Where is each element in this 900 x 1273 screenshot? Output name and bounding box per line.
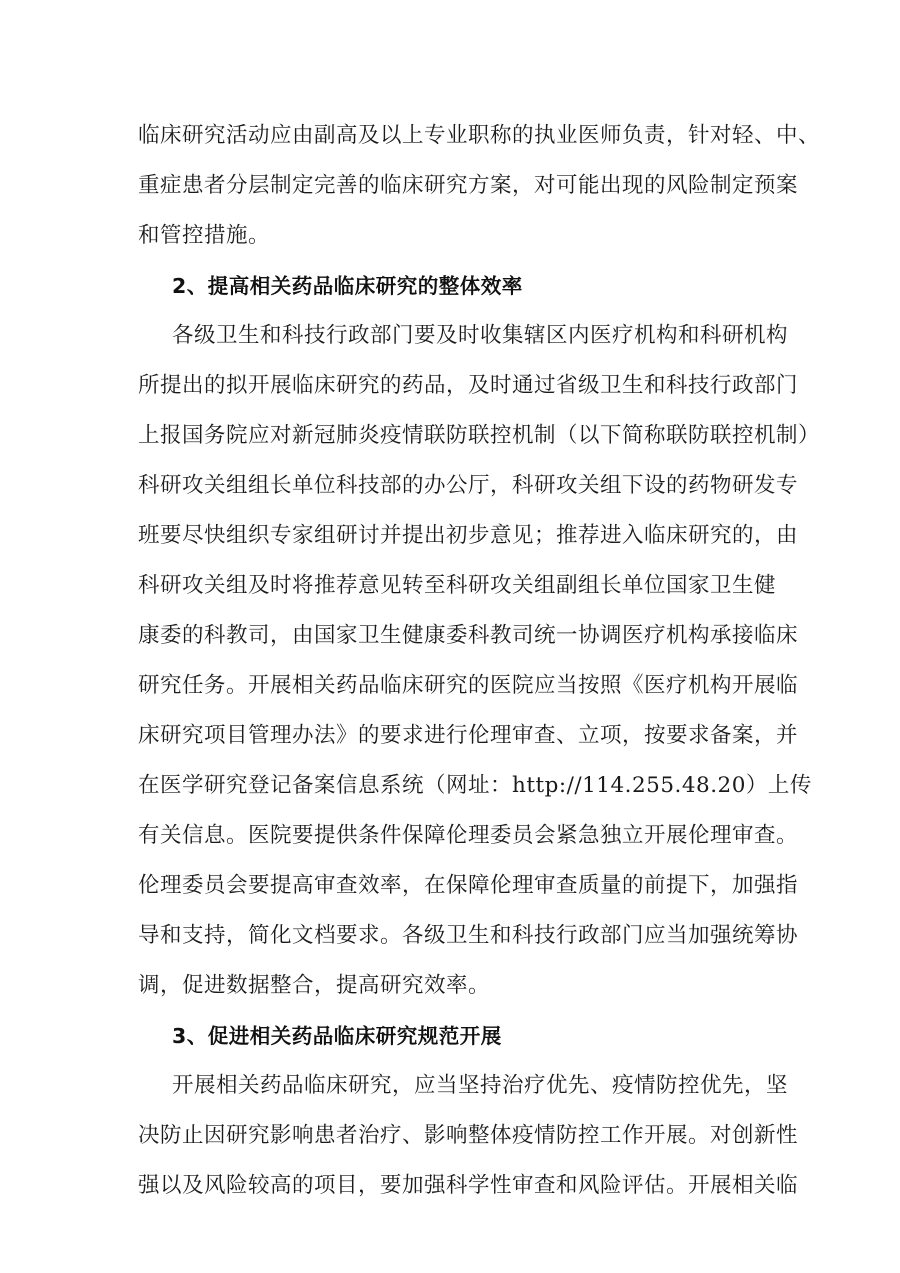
section-3-line-3: 强以及风险较高的项目，要加强科学性审查和风险评估。开展相关临 xyxy=(138,1173,799,1198)
section-2-line-14: 调，促进数据整合，提高研究效率。 xyxy=(138,973,491,998)
section-2-line-4: 科研攻关组组长单位科技部的办公厅，科研攻关组下设的药物研发专 xyxy=(138,473,799,498)
section-2-line-13: 导和支持，简化文档要求。各级卫生和科技行政部门应当加强统筹协 xyxy=(138,923,799,948)
section-3-line-1: 开展相关药品临床研究，应当坚持治疗优先、疫情防控优先，坚 xyxy=(172,1073,789,1098)
section-2-line-1: 各级卫生和科技行政部门要及时收集辖区内医疗机构和科研机构 xyxy=(172,323,789,348)
section-2-line-10: 在医学研究登记备案信息系统（网址：http://114.255.48.20）上传 xyxy=(138,773,812,798)
section-2-line-12: 伦理委员会要提高审查效率，在保障伦理审查质量的前提下，加强指 xyxy=(138,873,799,898)
section-2-line-2: 所提出的拟开展临床研究的药品，及时通过省级卫生和科技行政部门 xyxy=(138,373,799,398)
section-3-heading: 3、促进相关药品临床研究规范开展 xyxy=(172,1024,502,1048)
section-2-line-6: 科研攻关组及时将推荐意见转至科研攻关组副组长单位国家卫生健 xyxy=(138,573,777,598)
section-2-heading: 2、提高相关药品临床研究的整体效率 xyxy=(172,274,523,298)
section-2-line-3: 上报国务院应对新冠肺炎疫情联防联控机制（以下简称联防联控机制） xyxy=(138,423,821,448)
section-2-line-5: 班要尽快组织专家组研讨并提出初步意见；推荐进入临床研究的，由 xyxy=(138,523,799,548)
intro-line-1: 临床研究活动应由副高及以上专业职称的执业医师负责，针对轻、中、 xyxy=(138,123,821,148)
section-2-line-9: 床研究项目管理办法》的要求进行伦理审查、立项，按要求备案，并 xyxy=(138,723,799,748)
section-2-line-11: 有关信息。医院要提供条件保障伦理委员会紧急独立开展伦理审查。 xyxy=(138,823,799,848)
intro-line-3: 和管控措施。 xyxy=(138,223,271,248)
section-2-line-8: 研究任务。开展相关药品临床研究的医院应当按照《医疗机构开展临 xyxy=(138,673,799,698)
section-3-line-2: 决防止因研究影响患者治疗、影响整体疫情防控工作开展。对创新性 xyxy=(138,1123,799,1148)
intro-line-2: 重症患者分层制定完善的临床研究方案，对可能出现的风险制定预案 xyxy=(138,173,799,198)
section-2-line-7: 康委的科教司，由国家卫生健康委科教司统一协调医疗机构承接临床 xyxy=(138,623,799,648)
